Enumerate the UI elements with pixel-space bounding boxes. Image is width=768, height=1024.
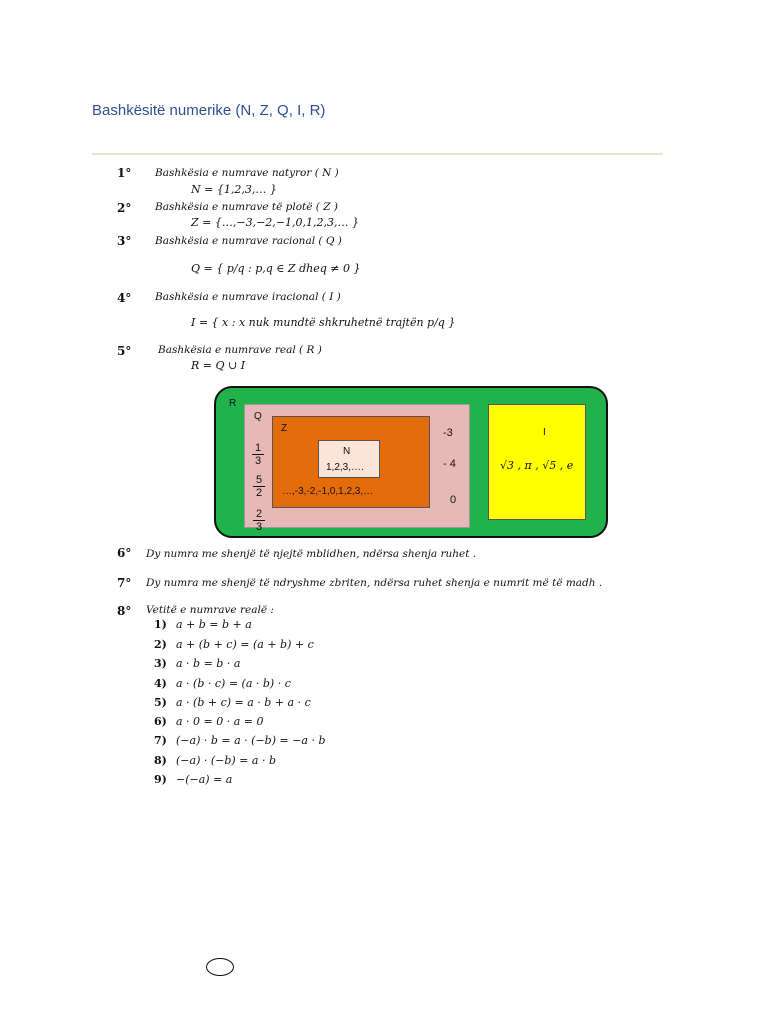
property-expression: a + (b + c) = (a + b) + c [176, 638, 314, 651]
q-value: - 4 [443, 458, 456, 470]
q-fraction [253, 474, 265, 499]
property-number: 6) [154, 715, 167, 728]
item-formula: I = { x : x nuk mundtë shkruhetnë trajtën p/q } [191, 316, 456, 329]
property-row [154, 773, 232, 786]
item-number: 7° [117, 576, 132, 590]
q-value: 0 [450, 494, 457, 506]
q-value: -3 [443, 427, 453, 439]
property-expression: a · b = b · a [176, 657, 241, 670]
item-number: 3° [117, 234, 132, 248]
fraction-numerator: 5 [255, 474, 263, 486]
page-title: Bashkësitë numerike (N, Z, Q, I, R) [92, 102, 326, 119]
property-number: 5) [154, 696, 167, 709]
fraction-denominator: 3 [252, 454, 264, 467]
fraction-denominator: 3 [253, 520, 265, 533]
property-expression: a + b = b + a [176, 618, 252, 631]
item-label: Bashkësia e numrave natyror ( N ) [155, 167, 339, 179]
property-expression: a · (b · c) = (a · b) · c [176, 677, 291, 690]
item-number: 2° [117, 201, 132, 215]
set-n-label: N [343, 446, 351, 457]
property-row [154, 657, 240, 670]
item-formula: N = {1,2,3,… } [191, 183, 277, 196]
item-number: 5° [117, 344, 132, 358]
item-number: 6° [117, 546, 132, 560]
set-z-label: Z [281, 423, 288, 434]
property-expression: a · (b + c) = a · b + a · c [176, 696, 311, 709]
property-number: 7) [154, 734, 167, 747]
item-label: Bashkësia e numrave iracional ( I ) [155, 291, 341, 303]
item-label: Bashkësia e numrave racional ( Q ) [155, 235, 342, 247]
set-z-values: …,-3,-2,-1,0,1,2,3,… [282, 486, 374, 497]
hand-drawn-scribble [206, 958, 234, 976]
rule-text: Dy numra me shenjë të ndryshme zbriten, ndërsa ruhet shenja e numrit më të madh . [146, 577, 603, 589]
fraction-denominator: 2 [253, 486, 265, 499]
rule-text: Dy numra me shenjë të njejtë mblidhen, ndërsa shenja ruhet . [146, 548, 477, 560]
property-expression: a · 0 = 0 · a = 0 [176, 715, 264, 728]
item-formula: Q = { p/q : p,q ∈ Z dheq ≠ 0 } [191, 262, 361, 275]
item-number: 4° [117, 291, 132, 305]
item-formula: Z = {…,−3,−2,−1,0,1,2,3,… } [191, 216, 359, 229]
property-row [154, 734, 326, 747]
property-expression: −(−a) = a [176, 773, 233, 786]
property-number: 8) [154, 754, 167, 767]
item-label: Bashkësia e numrave real ( R ) [158, 344, 322, 356]
title-divider [92, 153, 663, 155]
property-number: 9) [154, 773, 167, 786]
property-number: 1) [154, 618, 167, 631]
item-label: Bashkësia e numrave të plotë ( Z ) [155, 201, 338, 213]
q-fraction [253, 508, 265, 533]
property-row [154, 677, 291, 690]
q-fraction [252, 442, 264, 467]
rule-text: Vetitë e numrave realë : [146, 604, 274, 616]
fraction-numerator: 1 [254, 442, 262, 454]
property-expression: (−a) · (−b) = a · b [176, 754, 276, 767]
property-row [154, 715, 264, 728]
set-q-label: Q [254, 411, 262, 422]
property-number: 3) [154, 657, 167, 670]
property-number: 2) [154, 638, 167, 651]
fraction-numerator: 2 [255, 508, 263, 520]
set-r-label: R [229, 398, 237, 409]
property-row [154, 638, 314, 651]
set-n-values: 1,2,3,…. [326, 462, 364, 473]
set-i-values: √3 , π , √5 , e [500, 459, 574, 472]
set-i-label: I [543, 427, 546, 438]
item-number: 1° [117, 166, 132, 180]
property-row [154, 618, 252, 631]
property-row [154, 696, 311, 709]
item-number: 8° [117, 604, 132, 618]
property-row [154, 754, 276, 767]
item-formula: R = Q ∪ I [191, 359, 246, 372]
property-expression: (−a) · b = a · (−b) = −a · b [176, 734, 326, 747]
property-number: 4) [154, 677, 167, 690]
